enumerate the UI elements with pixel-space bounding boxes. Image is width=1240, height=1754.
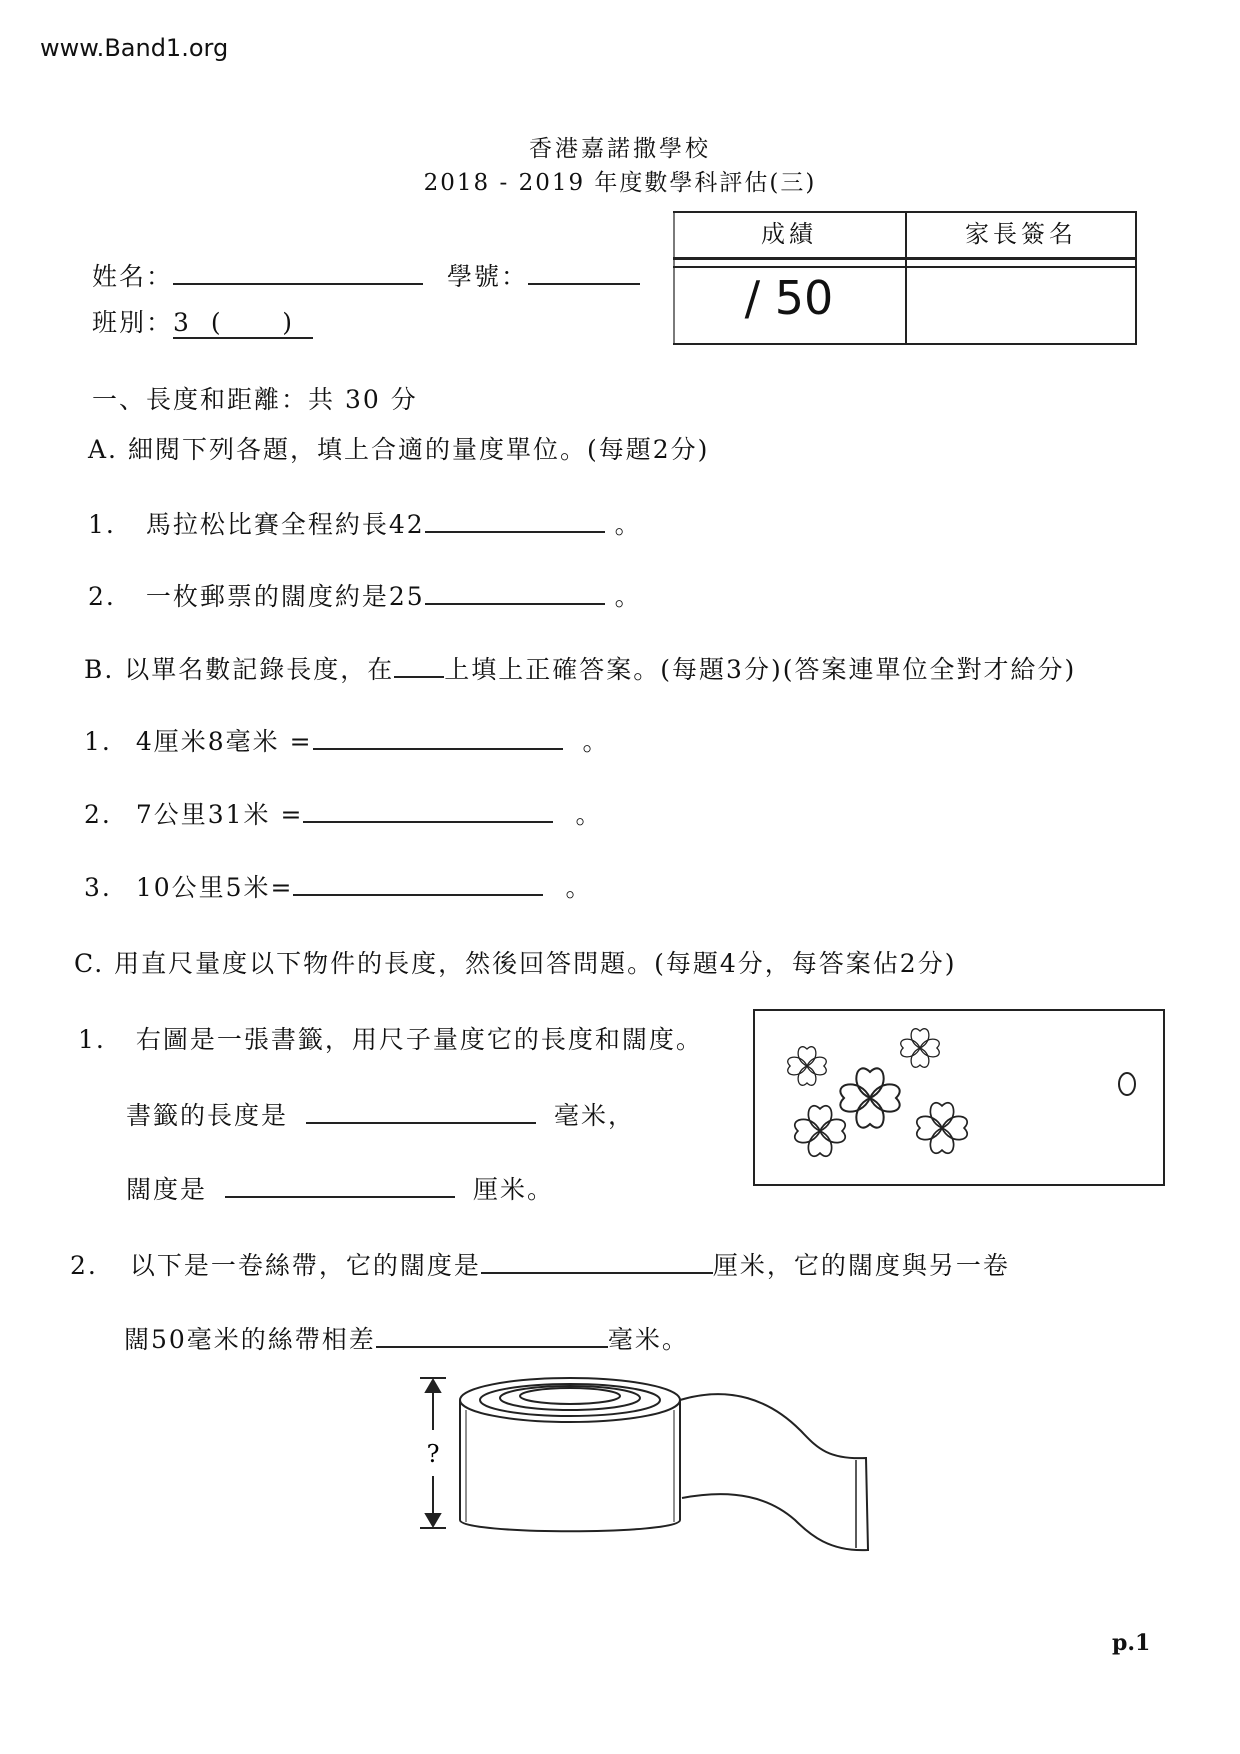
- school-name: 香港嘉諾撒學校: [529, 136, 711, 162]
- part-c-instruction: C. 用直尺量度以下物件的長度，然後回答問題。(每題4分，每答案佔2分): [74, 949, 957, 978]
- q-number: 1.: [78, 1025, 106, 1054]
- answer-field[interactable]: [293, 868, 543, 896]
- watermark: www.Band1.org: [40, 34, 229, 62]
- answer-field[interactable]: [425, 577, 605, 605]
- page-title: 2018 - 2019 年度數學科評估(三): [423, 170, 817, 196]
- part-a-q1: 1. 馬拉松比賽全程約長42 。: [88, 505, 642, 541]
- ribbon-difference-field[interactable]: [376, 1320, 608, 1348]
- class-row: [92, 303, 313, 339]
- q-number: 2.: [88, 582, 116, 611]
- section-title: 一、長度和距離：共 30 分: [92, 385, 418, 414]
- part-b-q2: 2. 7公里31米 = 。: [84, 795, 602, 831]
- bookmark-figure: [752, 1008, 1168, 1188]
- bookmark-hole: [1119, 1073, 1135, 1095]
- page-number: p.1: [1112, 1630, 1151, 1656]
- q-number: 1.: [88, 510, 116, 539]
- number-label: 學號：: [446, 262, 528, 291]
- q-number: 2.: [70, 1251, 98, 1280]
- number-field[interactable]: [528, 257, 640, 285]
- answer-field[interactable]: [425, 505, 605, 533]
- part-c-q1: 1. 右圖是一張書籤，用尺子量度它的長度和闊度。: [78, 1025, 703, 1054]
- ribbon-roll-figure: [400, 1370, 880, 1570]
- part-a-q2: 2. 一枚郵票的闊度約是25 。: [88, 577, 642, 613]
- length-answer-field[interactable]: [306, 1096, 536, 1124]
- q-number: 2.: [84, 800, 112, 829]
- class-label: 班別：: [92, 308, 174, 337]
- answer-field[interactable]: [313, 722, 563, 750]
- score-value: / 50: [744, 271, 834, 325]
- bookmark-width-row: 闊度是 厘米。: [126, 1170, 554, 1206]
- clover-icon: [788, 1029, 967, 1156]
- part-b-q1: 1. 4厘米8毫米 = 。: [84, 722, 610, 758]
- bookmark-length-row: 書籤的長度是 毫米，: [126, 1096, 635, 1132]
- q-number: 1.: [84, 727, 112, 756]
- width-answer-field[interactable]: [225, 1170, 455, 1198]
- name-row: [92, 257, 640, 293]
- answer-field[interactable]: [303, 795, 553, 823]
- part-b-instruction: B. 以單名數記錄長度，在 上填上正確答案。(每題3分)(答案連單位全對才給分): [84, 650, 1076, 686]
- part-b-q3: 3. 10公里5米= 。: [84, 868, 593, 904]
- q-number: 3.: [84, 873, 112, 902]
- part-c-q2: 2. 以下是一卷絲帶，它的闊度是 厘米，它的闊度與另一卷: [70, 1246, 1010, 1282]
- score-header: 成績: [761, 220, 817, 248]
- parent-signature-header: 家長簽名: [965, 220, 1077, 248]
- part-a-instruction: A. 細閱下列各題，填上合適的量度單位。(每題2分): [88, 435, 710, 464]
- ribbon-width-field[interactable]: [481, 1246, 713, 1274]
- name-label: 姓名：: [92, 262, 174, 291]
- part-c-q2-line2: 闊50毫米的絲帶相差 毫米。: [124, 1320, 689, 1356]
- parent-signature-field[interactable]: [907, 265, 1135, 343]
- height-question-mark: ?: [426, 1440, 440, 1468]
- name-field[interactable]: [173, 257, 423, 285]
- class-field[interactable]: 3 ( ): [173, 308, 313, 339]
- score-table: [673, 211, 1137, 345]
